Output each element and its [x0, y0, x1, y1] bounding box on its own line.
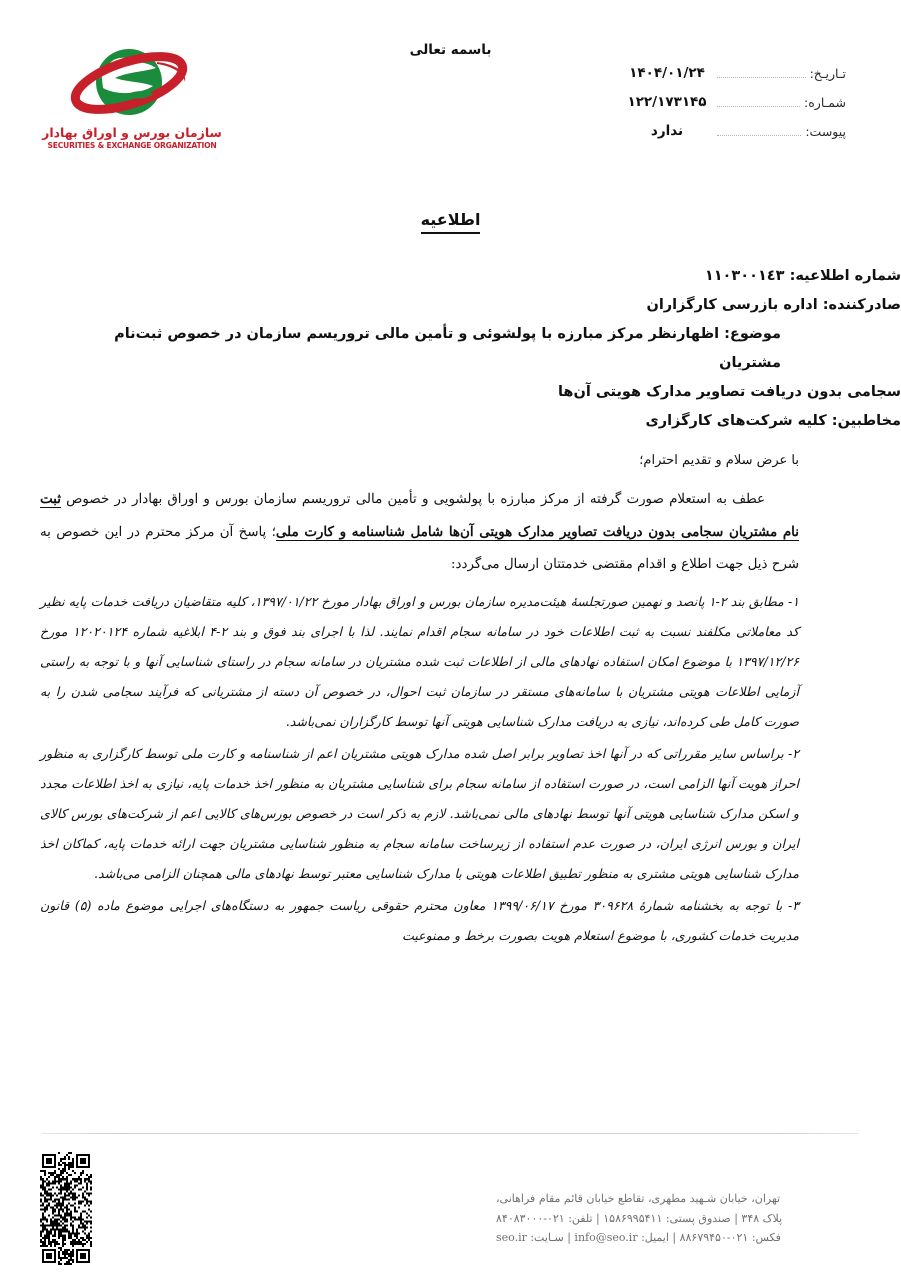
- subject-line-2: سجامی بدون دریافت تصاویر مدارک هویتی آن‌ها: [557, 384, 901, 400]
- audience: مخاطبین: کلیه شرکت‌های کارگزاری: [645, 413, 901, 429]
- meta-value-date: ۱۴۰۴/۰۱/۲۴: [629, 65, 705, 81]
- meta-label-date: تـاریـخ:: [809, 66, 846, 81]
- clause-1: ۱- مطابق بند ۲-۱ پانصد و نهمین صورتجلسهٔ هیئت‌مدیره سازمان بورس و اوراق بهادار مورخ ۱۳۹۷/۰۱/۲۲، کلیه متقاضیان دریافت خدمات پایه نظیر کد معاملاتی مکلفند نسبت به ثبت اطلاعات خود در سامانه سجام اقدام نمایند. لذا با اجرای بند فوق و بند ۲-۴ ابلاغیه شماره ۱۲۰۲۰۱۲۴ مورخ ۱۳۹۷/۱۲/۲۶ با موضوع امکان استفاده نهادهای مالی از اطلاعات ثبت شده مشتریان در سامانه سجام در راستای شناسایی آنها و با توجه به راستی آزمایی اطلاعات هویتی مشتریان با سامانه‌های مستقر در سازمان ثبت احوال، در خصوص آن دسته از مشتریانی که فرآیند سجامی شدن را به صورت کامل طی کرده‌اند، نیازی به دریافت مدارک شناسایی هویتی آنها توسط کارگزاران نمی‌باشد.: [40, 594, 799, 729]
- document-body: [40, 448, 799, 953]
- meta-value-attachment: ندارد: [650, 123, 684, 139]
- intro-paragraph: [40, 483, 799, 581]
- footer-address: [496, 1189, 856, 1248]
- qr-code-canvas: [40, 1152, 92, 1265]
- meta-label-number: شمـاره:: [804, 95, 846, 110]
- footer-divider: [42, 1133, 859, 1134]
- footer-address-line-2: پلاک ۳۴۸ | صندوق پستی: ۱۵۸۶۹۹۵۴۱۱ | تلفن: ۰۲۱-۸۴۰۸۳۰۰۰: [496, 1211, 783, 1225]
- issuer: صادرکننده: اداره بازرسی کارگزاران: [646, 297, 901, 313]
- meta-row-attachment: [621, 112, 846, 141]
- clause-3: ۳- با توجه به بخشنامه شمارهٔ ۳۰۹۶۲۸ مورخ ۱۳۹۹/۰۶/۱۷ معاون محترم حقوقی ریاست جمهور به دستگاه‌های اجرایی موضوع ماده (۵) قانون مدیریت خدمات کشوری، با موضوع استعلام هویت بصورت برخط و ممنوعیت: [40, 898, 799, 943]
- intro-text-after: ؛ پاسخ آن مرکز محترم در این خصوص به شرح ذیل جهت اطلاع و اقدام مقتضی خدمتتان ارسال می‌گردد:: [40, 525, 799, 572]
- logo-name-fa: سازمان بورس و اوراق بهادار: [42, 125, 222, 140]
- document-title: [0, 210, 901, 229]
- meta-dots-number: [717, 105, 800, 107]
- footer-address-line-3: فکس: ۰۲۱-۸۸۶۷۹۴۵۰ | ایمیل: info@seo.ir | سـایت: seo.ir: [496, 1231, 781, 1244]
- header-meta-block: [621, 54, 846, 141]
- organization-logo: [42, 42, 222, 150]
- greeting: با عرض سلام و تقدیم احترام؛: [639, 453, 799, 468]
- notice-number: شماره اطلاعیه: ١١٠٣٠٠١٤٣: [704, 268, 901, 284]
- meta-dots-attachment: [717, 134, 801, 136]
- meta-value-number: ۱۲۲/۱۷۳۱۴۵: [627, 94, 707, 110]
- subject-line-1: موضوع: اظهارنظر مرکز مبارزه با پولشوئی و تأمین مالی تروریسم سازمان در خصوص ثبت‌نام مشتریان: [114, 326, 781, 371]
- meta-row-date: [621, 54, 846, 83]
- seo-globe-icon: [57, 42, 207, 124]
- meta-row-number: [621, 83, 846, 112]
- logo-name-en: SECURITIES & EXCHANGE ORGANIZATION: [47, 141, 217, 150]
- clause-2: ۲- براساس سایر مقرراتی که در آنها اخذ تصاویر برابر اصل شده مدارک هویتی مشتریان اعم از شناسنامه و کارت ملی توسط کارگزاری به منظور احراز هویت آنها الزامی است، در صورت استفاده از سامانه سجام برای شناسایی مشتریان به منظور اخذ خدمات پایه، نیازی به اخذ اطلاعات مجدد و اسکن مدارک شناسایی هویتی آنها توسط نهادهای مالی نمی‌باشد. لازم به ذکر است در خصوص بورس‌های کالایی اعم از شرکت‌های بورس کالای ایران و بورس انرژی ایران، در صورت عدم استفاده از زیرساخت سامانه سجام به منظور شناسایی مشتریان جهت ارائه خدمات پایه، کماکان اخذ مدارک شناسایی هویتی مشتری به منظور تطبیق اطلاعات هویتی با مدارک شناسایی معتبر توسط نهادهای مالی همچنان الزامی می‌باشد.: [40, 746, 799, 881]
- intro-text-before: عطف به استعلام صورت گرفته از مرکز مبارزه با پولشویی و تأمین مالی تروریسم سازمان بورس و اوراق بهادار در خصوص: [60, 492, 765, 507]
- meta-label-attachment: پیوست:: [805, 124, 846, 139]
- heading-block: [60, 262, 901, 436]
- footer-address-line-1: تهران، خیابان شـهید مطهری، تقاطع خیابان قائم مقام فراهانی،: [496, 1192, 781, 1205]
- basmale-text: باسمه تعالی: [409, 42, 492, 58]
- intro-text-emphasis: ثبت نام مشتریان سجامی بدون دریافت تصاویر مدارک هویتی آن‌ها شامل شناسنامه و کارت ملی: [40, 491, 799, 540]
- document-title-text: اطلاعیه: [421, 210, 481, 234]
- qr-code: [40, 1152, 92, 1265]
- meta-dots-date: [717, 76, 806, 78]
